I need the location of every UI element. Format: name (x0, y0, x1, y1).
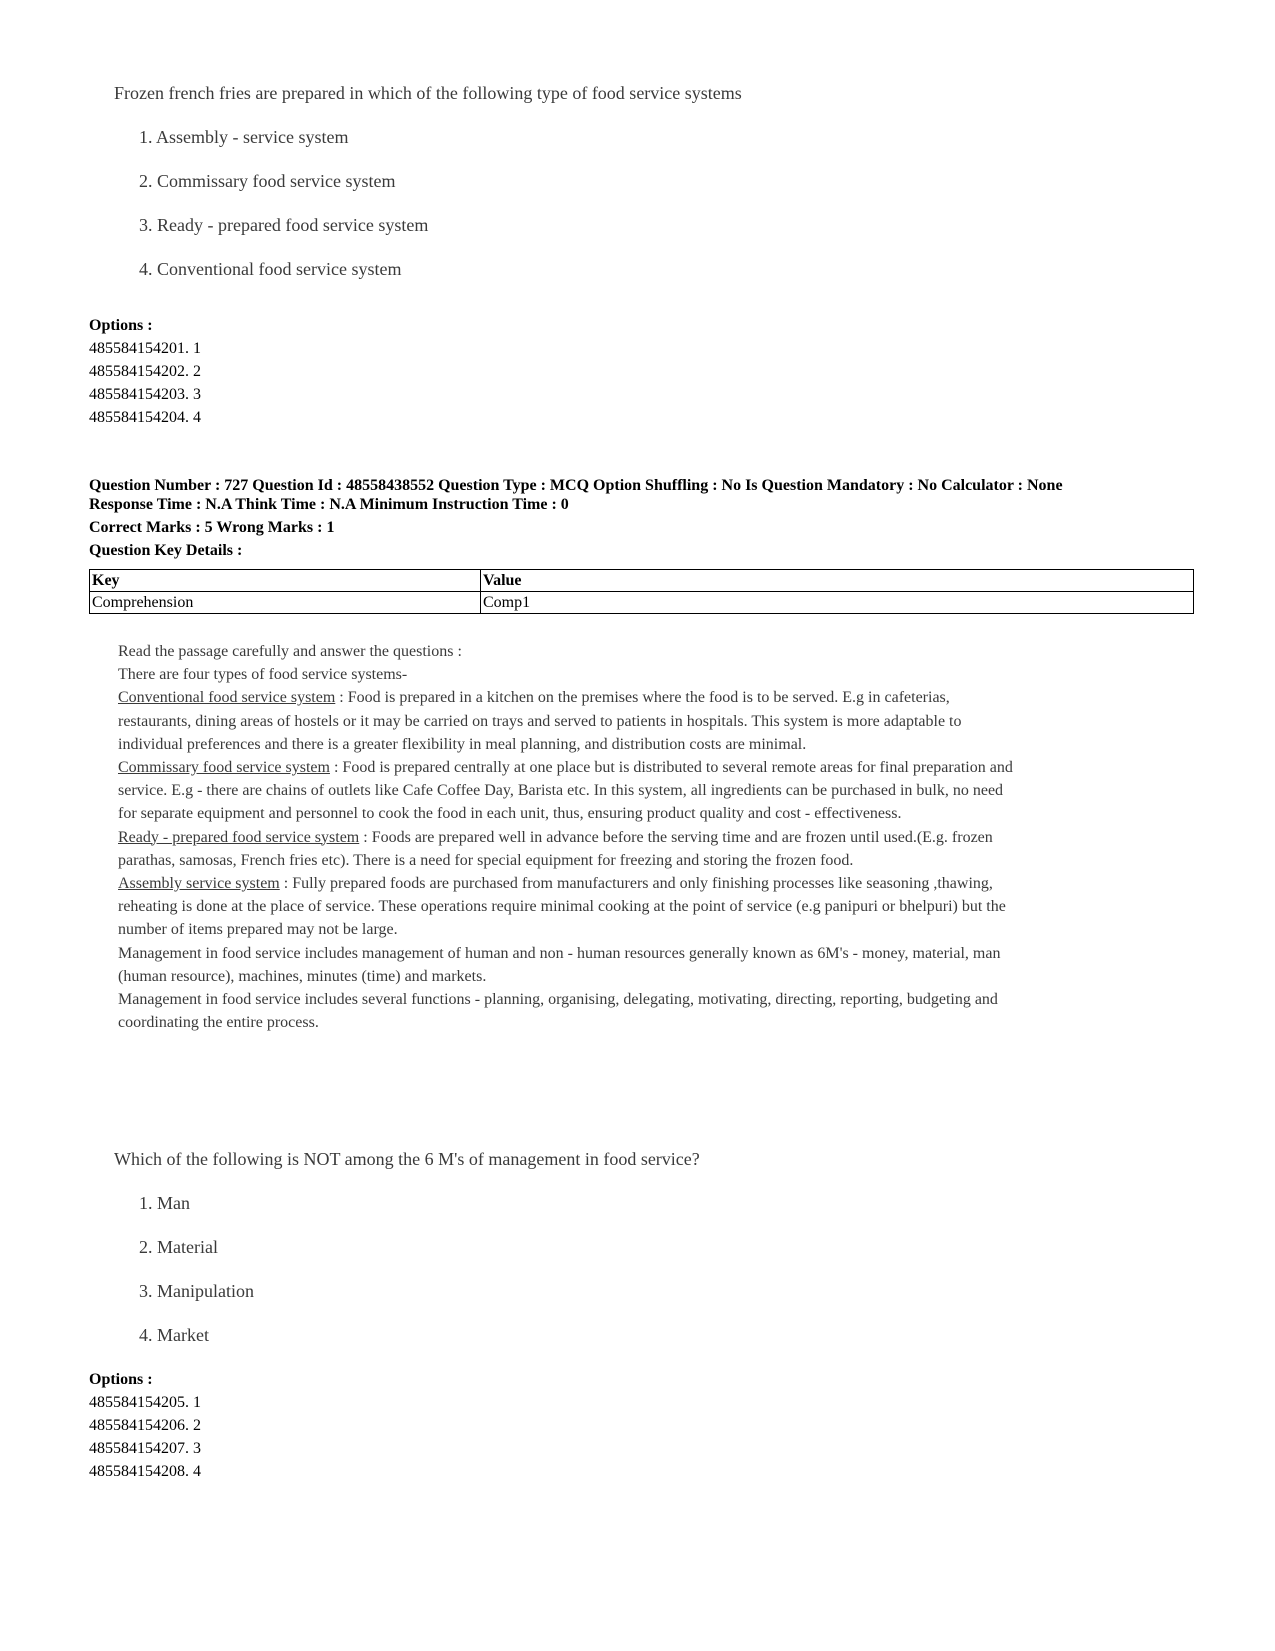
comprehension-passage (118, 640, 1018, 1034)
question-2-choice-4: 4. Market (139, 1325, 209, 1345)
passage-heading: Commissary food service system (118, 759, 330, 777)
passage-paragraph: Management in food service includes several functions - planning, organising, delegating, motivating, directing, reporting, budgeting and coordinating the entire process. (118, 991, 998, 1032)
question-1-choice-3: 3. Ready - prepared food service system (139, 215, 429, 235)
question-1-image (114, 82, 814, 282)
passage-heading: Ready - prepared food service system (118, 828, 360, 846)
passage-heading: Assembly service system (118, 875, 280, 893)
passage-text: : Fully prepared foods are purchased from manufacturers and only finishing processes like seasoning ,thawing, reheating is done at the place of service. These operations require minimal cooking at the point of service (e.g panipuri or bhelpuri) but the number of items prepared may not be large. (118, 875, 1006, 939)
table-header-value: Value (481, 570, 1194, 592)
table-cell: Comprehension (90, 592, 481, 614)
passage-text: : Foods are prepared well in advance before the serving time and are frozen until used.(E.g. frozen parathas, samosas, French fries etc). There is a need for special equipment for freezing and storing the frozen food. (118, 828, 993, 869)
passage-paragraph: Management in food service includes management of human and non - human resources generally known as 6M's - money, material, man (human resource), machines, minutes (time) and markets. (118, 944, 1001, 985)
passage-intro: Read the passage carefully and answer the questions : (118, 643, 462, 660)
option-item: 485584154207. 3 (89, 1440, 201, 1457)
question-meta-line-2: Response Time : N.A Think Time : N.A Minimum Instruction Time : 0 (89, 496, 569, 513)
question-2-choice-2: 2. Material (139, 1237, 218, 1257)
key-value-table (89, 569, 1194, 614)
passage-intro: There are four types of food service systems- (118, 666, 408, 684)
passage-paragraph (118, 872, 1018, 942)
question-2-stem: Which of the following is NOT among the 6 M's of management in food service? (114, 1149, 700, 1169)
options-heading: Options : (89, 1371, 153, 1388)
option-item: 485584154202. 2 (89, 363, 201, 380)
options-heading: Options : (89, 317, 153, 334)
question-meta-line-1: Question Number : 727 Question Id : 48558438552 Question Type : MCQ Option Shuffling : No Is Question Mandatory : No Calculator : None (89, 477, 1063, 494)
passage-text: : Food is prepared centrally at one place but is distributed to several remote areas for final preparation and service. E.g - there are chains of outlets like Cafe Coffee Day, Barista etc. In this system, all ingredients can be purchased in bulk, no need for separate equipment and personnel to cook the food in each unit, thus, ensuring product quality and cost - effectiveness. (118, 759, 1013, 823)
table-cell: Comp1 (481, 592, 1194, 614)
question-2-choice-1: 1. Man (139, 1193, 190, 1213)
question-1-stem: Frozen french fries are prepared in which of the following type of food service systems (114, 83, 742, 103)
question-2-choice-3: 3. Manipulation (139, 1281, 254, 1301)
table-header-row (90, 570, 1194, 592)
option-item: 485584154205. 1 (89, 1394, 201, 1411)
marks-line: Correct Marks : 5 Wrong Marks : 1 (89, 519, 335, 536)
question-2-image (114, 1148, 814, 1348)
passage-text: : Food is prepared in a kitchen on the premises where the food is to be served. E.g in cafeterias, restaurants, dining areas of hostels or it may be carried on trays and served to patients in hospitals. This system is more adaptable to individual preferences and there is a greater flexibility in meal planning, and distribution costs are minimal. (118, 689, 962, 753)
option-item: 485584154203. 3 (89, 386, 201, 403)
option-item: 485584154204. 4 (89, 409, 201, 426)
option-item: 485584154208. 4 (89, 1463, 201, 1480)
table-header-key: Key (90, 570, 481, 592)
passage-paragraph (118, 826, 1018, 872)
option-item: 485584154201. 1 (89, 340, 201, 357)
question-1-choice-2: 2. Commissary food service system (139, 171, 396, 191)
passage-paragraph (118, 686, 1018, 756)
passage-heading: Conventional food service system (118, 689, 336, 707)
option-item: 485584154206. 2 (89, 1417, 201, 1434)
question-1-choice-4: 4. Conventional food service system (139, 259, 402, 279)
table-row (90, 592, 1194, 614)
passage-paragraph (118, 756, 1018, 826)
question-1-choice-1: 1. Assembly - service system (139, 127, 349, 147)
key-details-heading: Question Key Details : (89, 542, 243, 559)
